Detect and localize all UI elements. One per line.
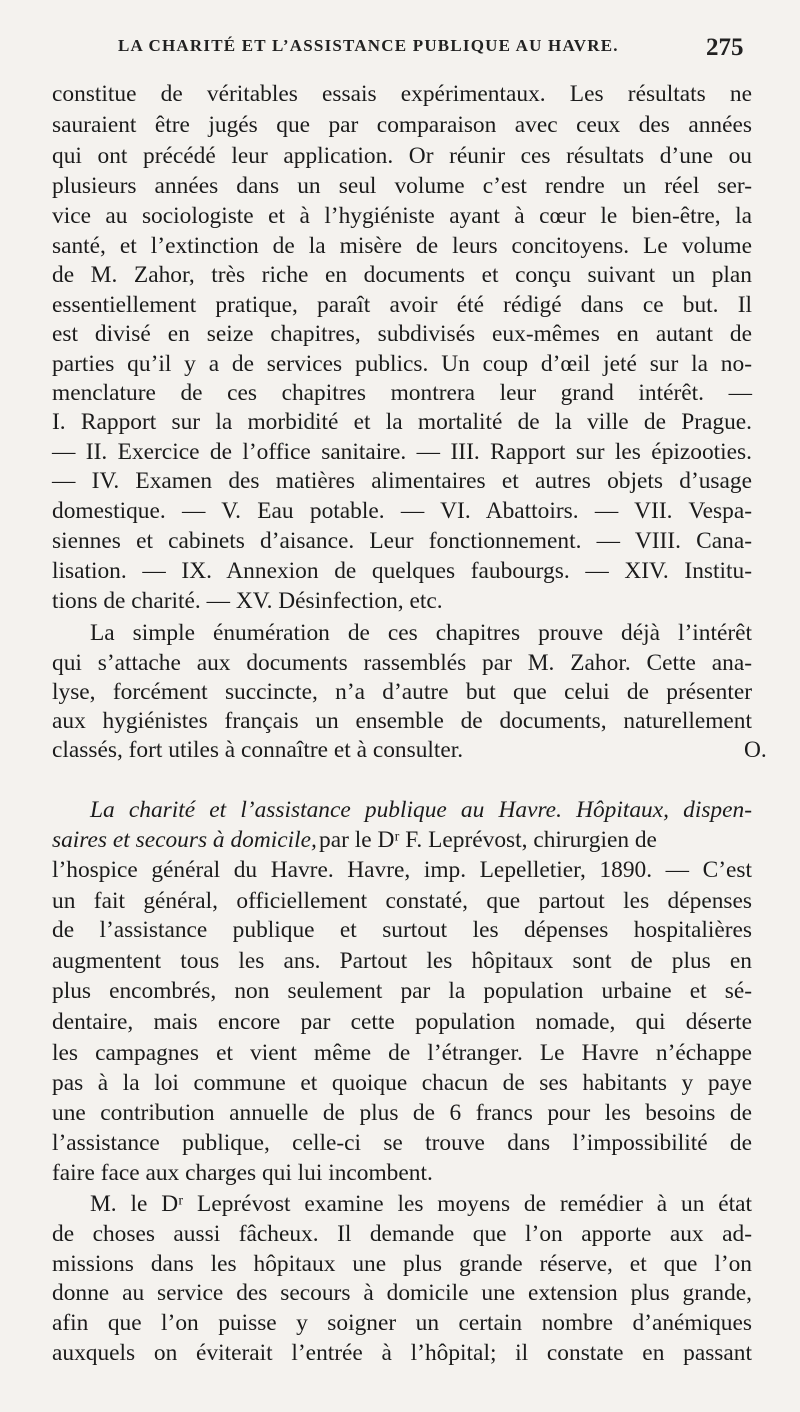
text-line: plusieurs années dans un seul volume c’est rendre un réel ser- [52, 173, 752, 199]
text-line: de l’assistance publique et surtout les dépenses hospitalières [52, 917, 752, 943]
running-head-title: LA CHARITÉ ET L’ASSISTANCE PUBLIQUE AU HAVRE. [118, 36, 619, 55]
text-line: lisation. — IX. Annexion de quelques faubourgs. — XIV. Institu- [52, 558, 752, 584]
author-signature: O. [744, 737, 767, 763]
text-line: santé, et l’extinction de la misère de leurs concitoyens. Le volume [52, 233, 752, 259]
text-line: vice au sociologiste et à l’hygiéniste ayant à cœur le bien-être, la [52, 203, 752, 229]
text-line: essentiellement pratique, paraît avoir été rédigé dans ce but. Il [52, 292, 752, 318]
text-line: afin que l’on puisse y soigner un certain nombre d’anémiques [52, 1310, 752, 1336]
text-run: classés, fort utiles à connaître et à consulter. [52, 737, 464, 763]
text-line: donne au service des secours à domicile une extension plus grande, [52, 1280, 752, 1306]
text-line: qui s’attache aux documents rassemblés par M. Zahor. Cette ana- [52, 650, 752, 676]
text-line [52, 825, 752, 855]
text-line: missions dans les hôpitaux une plus grande réserve, et que l’on [52, 1251, 752, 1277]
text-line: est divisé en seize chapitres, subdivisés eux-mêmes en autant de [52, 321, 752, 347]
text-line: siennes et cabinets d’aisance. Leur fonctionnement. — VIII. Cana- [52, 528, 752, 554]
text-line: dentaire, mais encore par cette population nomade, qui déserte [52, 1009, 752, 1035]
text-line: I. Rapport sur la morbidité et la mortalité de la ville de Prague. [52, 409, 752, 435]
text-line: menclature de ces chapitres montrera leur grand intérêt. — [52, 380, 752, 406]
text-line: M. le Dʳ Leprévost examine les moyens de remédier à un état [90, 1191, 752, 1217]
text-line: plus encombrés, non seulement par la population urbaine et sé- [52, 978, 752, 1004]
text-line: aux hygiénistes français un ensemble de documents, naturellement [52, 708, 752, 734]
text-line: de choses aussi fâcheux. Il demande que l’on apporte aux ad- [52, 1221, 752, 1247]
text-line: faire face aux charges qui lui incombent. [52, 1160, 433, 1186]
text-line: une contribution annuelle de plus de 6 francs pour les besoins de [52, 1100, 752, 1126]
text-line: augmentent tous les ans. Partout les hôpitaux sont de plus en [52, 948, 752, 974]
text-line: lyse, forcément succincte, n’a d’autre but que celui de présenter [52, 679, 752, 705]
text-line: l’hospice général du Havre. Havre, imp. Lepelletier, 1890. — C’est [52, 857, 752, 883]
text-line: sauraient être jugés que par comparaison avec ceux des années [52, 112, 752, 138]
text-line: pas à la loi commune et quoique chacun de ses habitants y paye [52, 1070, 752, 1096]
text-line [52, 735, 767, 765]
page-number: 275 [706, 34, 744, 61]
review-title-line: La charité et l’assistance publique au Havre. Hôpitaux, dispen- [90, 797, 752, 823]
text-line: — IV. Examen des matières alimentaires et autres objets d’usage [52, 468, 752, 494]
text-line: constitue de véritables essais expérimentaux. Les résultats ne [52, 81, 752, 107]
text-line: les campagnes et vient même de l’étranger. Le Havre n’échappe [52, 1040, 752, 1066]
text-line: domestique. — V. Eau potable. — VI. Abattoirs. — VII. Vespa- [52, 498, 752, 524]
text-line: un fait général, officiellement constaté, que partout les dépenses [52, 888, 752, 914]
text-line: parties qu’il y a de services publics. Un coup d’œil jeté sur la no- [52, 351, 752, 377]
text-line: l’assistance publique, celle-ci se trouve dans l’impossibilité de [52, 1130, 752, 1156]
text-line: qui ont précédé leur application. Or réunir ces résultats d’une ou [52, 143, 752, 169]
text-line: de M. Zahor, très riche en documents et conçu suivant un plan [52, 262, 752, 288]
text-line: auxquels on éviterait l’entrée à l’hôpital; il constate en passant [52, 1340, 752, 1366]
text-line: tions de charité. — XV. Désinfection, etc. [52, 588, 443, 614]
review-title-run: saires et secours à domicile, [52, 827, 317, 853]
text-line: — II. Exercice de l’office sanitaire. — III. Rapport sur les épizooties. [52, 439, 752, 465]
text-run: par le Dʳ F. Leprévost, chirurgien de [319, 827, 657, 853]
text-line: La simple énumération de ces chapitres prouve déjà l’intérêt [90, 620, 752, 646]
